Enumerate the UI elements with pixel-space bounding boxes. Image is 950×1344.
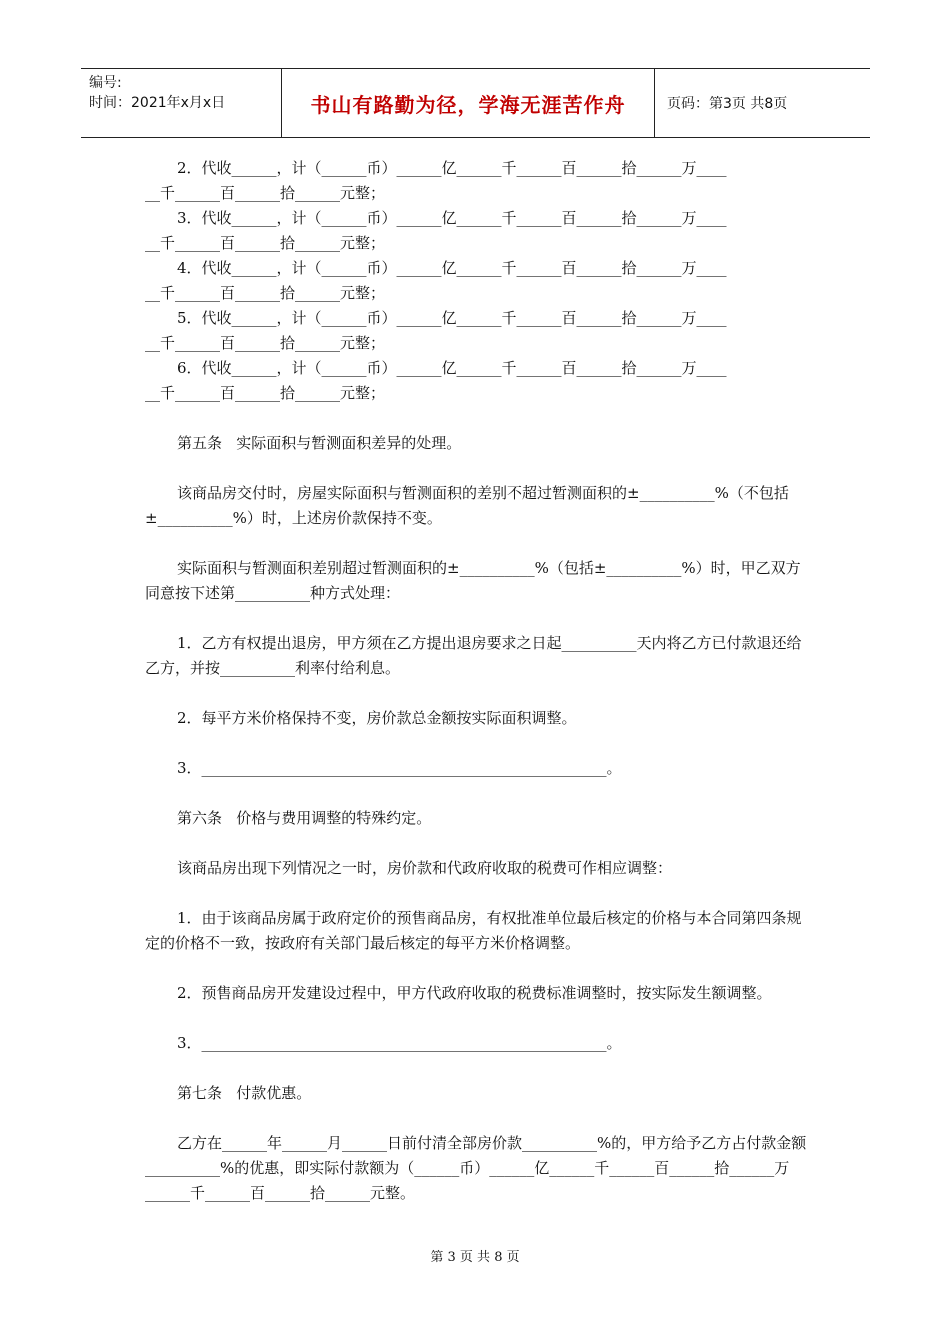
page-footer: 第 3 页 共 8 页	[430, 1250, 520, 1265]
header-page-number: 页码：第3页 共8页	[667, 96, 788, 112]
article-6-item-2: 2．预售商品房开发建设过程中，甲方代政府收取的税费标准调整时，按实际发生额调整。	[177, 984, 772, 1002]
article-7-title: 第七条 付款优惠。	[177, 1084, 312, 1102]
collection-list	[145, 156, 810, 406]
document-date: 时间：2021年x月x日	[89, 95, 226, 111]
article-6-item-3: 3．______________________________________________________。	[177, 1034, 622, 1052]
collect-line: 5．代收______，计（______币）______亿______千______百______拾______万____	[177, 309, 727, 327]
collect-line: __千______百______拾______元整；	[145, 234, 386, 252]
header-info-cell	[81, 69, 282, 137]
collect-line: __千______百______拾______元整；	[145, 384, 386, 402]
header-motto: 书山有路勤为径，学海无涯苦作舟	[282, 69, 655, 137]
article-5-item-1: 1．乙方有权提出退房，甲方须在乙方提出退房要求之日起__________天内将乙方已付款退还给乙方，并按__________利率付给利息。	[145, 634, 802, 677]
page-header	[81, 68, 870, 138]
article-5-paragraph-1: 该商品房交付时，房屋实际面积与暂测面积的差别不超过暂测面积的±__________%（不包括±__________%）时，上述房价款保持不变。	[145, 484, 789, 527]
document-body	[145, 156, 810, 1206]
collect-line: 6．代收______，计（______币）______亿______千______百______拾______万____	[177, 359, 727, 377]
collect-line: 3．代收______，计（______币）______亿______千______百______拾______万____	[177, 209, 727, 227]
article-6-title: 第六条 价格与费用调整的特殊约定。	[177, 809, 432, 827]
document-number-label: 编号:	[89, 75, 122, 91]
article-5-title: 第五条 实际面积与暂测面积差异的处理。	[177, 434, 462, 452]
article-7-paragraph-1: 乙方在______年______月______日前付清全部房价款__________%的，甲方给予乙方占付款金额__________%的优惠，即实际付款额为（______币）______亿______千______百______拾______万______千______百______拾______元整。	[145, 1134, 807, 1202]
collect-line: __千______百______拾______元整；	[145, 184, 386, 202]
article-5-item-2: 2．每平方米价格保持不变，房价款总金额按实际面积调整。	[177, 709, 577, 727]
collect-line: __千______百______拾______元整；	[145, 334, 386, 352]
article-5-item-3: 3．______________________________________________________。	[177, 759, 622, 777]
article-5-paragraph-2: 实际面积与暂测面积差别超过暂测面积的±__________%（包括±__________%）时，甲乙双方同意按下述第__________种方式处理：	[145, 559, 801, 602]
article-6-paragraph-1: 该商品房出现下列情况之一时，房价款和代政府收取的税费可作相应调整：	[177, 859, 673, 877]
collect-line: __千______百______拾______元整；	[145, 284, 386, 302]
collect-line: 4．代收______，计（______币）______亿______千______百______拾______万____	[177, 259, 727, 277]
collect-line: 2．代收______，计（______币）______亿______千______百______拾______万____	[177, 159, 727, 177]
article-6-item-1: 1．由于该商品房属于政府定价的预售商品房，有权批准单位最后核定的价格与本合同第四条规定的价格不一致，按政府有关部门最后核定的每平方米价格调整。	[145, 909, 802, 952]
